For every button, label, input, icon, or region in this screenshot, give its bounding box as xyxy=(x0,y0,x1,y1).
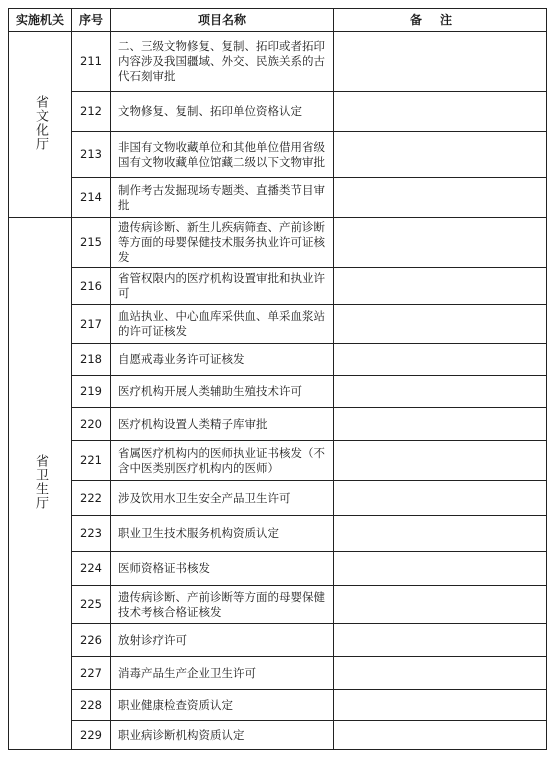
item-name: 放射诊疗许可 xyxy=(111,624,334,657)
table-row xyxy=(9,376,547,408)
item-number: 216 xyxy=(72,268,111,305)
item-name: 职业卫生技术服务机构资质认定 xyxy=(111,516,334,552)
item-name: 二、三级文物修复、复制、拓印或者拓印内容涉及我国疆域、外交、民族关系的古代石刻审批 xyxy=(111,32,334,92)
item-remark xyxy=(334,586,547,624)
header-num: 序号 xyxy=(72,9,111,32)
table-row xyxy=(9,441,547,481)
item-name: 文物修复、复制、拓印单位资格认定 xyxy=(111,92,334,132)
item-number: 221 xyxy=(72,441,111,481)
item-number: 229 xyxy=(72,721,111,750)
table-row xyxy=(9,305,547,344)
item-remark xyxy=(334,344,547,376)
item-number: 214 xyxy=(72,178,111,218)
org-label: 省卫生厅 xyxy=(33,453,48,510)
item-name: 遗传病诊断、新生儿疾病筛查、产前诊断等方面的母婴保健技术服务执业许可证核发 xyxy=(111,218,334,268)
item-name: 医师资格证书核发 xyxy=(111,552,334,586)
item-name: 消毒产品生产企业卫生许可 xyxy=(111,657,334,690)
item-name: 制作考古发掘现场专题类、直播类节目审批 xyxy=(111,178,334,218)
item-number: 213 xyxy=(72,132,111,178)
item-name: 省管权限内的医疗机构设置审批和执业许可 xyxy=(111,268,334,305)
item-number: 222 xyxy=(72,481,111,516)
table-row xyxy=(9,178,547,218)
table-row xyxy=(9,721,547,750)
item-number: 211 xyxy=(72,32,111,92)
header-name: 项目名称 xyxy=(111,9,334,32)
item-name: 自愿戒毒业务许可证核发 xyxy=(111,344,334,376)
table-row xyxy=(9,481,547,516)
table-row xyxy=(9,624,547,657)
item-number: 228 xyxy=(72,690,111,721)
item-name: 职业病诊断机构资质认定 xyxy=(111,721,334,750)
table-header-row xyxy=(9,9,547,32)
table-body xyxy=(9,32,547,750)
table-row xyxy=(9,690,547,721)
item-remark xyxy=(334,376,547,408)
item-remark xyxy=(334,721,547,750)
org-label: 省文化厅 xyxy=(33,94,48,151)
table-row xyxy=(9,268,547,305)
table-row xyxy=(9,218,547,268)
item-remark xyxy=(334,178,547,218)
header-org: 实施机关 xyxy=(9,9,72,32)
item-remark xyxy=(334,305,547,344)
table-row xyxy=(9,586,547,624)
item-number: 212 xyxy=(72,92,111,132)
item-number: 224 xyxy=(72,552,111,586)
header-remark: 备注 xyxy=(334,9,547,32)
item-remark xyxy=(334,441,547,481)
item-name: 遗传病诊断、产前诊断等方面的母婴保健技术考核合格证核发 xyxy=(111,586,334,624)
item-remark xyxy=(334,690,547,721)
item-number: 226 xyxy=(72,624,111,657)
item-name: 省属医疗机构内的医师执业证书核发（不含中医类别医疗机构内的医师） xyxy=(111,441,334,481)
document-sheet xyxy=(8,8,546,750)
table-row xyxy=(9,92,547,132)
item-remark xyxy=(334,516,547,552)
item-remark xyxy=(334,32,547,92)
item-number: 223 xyxy=(72,516,111,552)
item-number: 227 xyxy=(72,657,111,690)
item-name: 医疗机构开展人类辅助生殖技术许可 xyxy=(111,376,334,408)
item-name: 涉及饮用水卫生安全产品卫生许可 xyxy=(111,481,334,516)
table-row xyxy=(9,408,547,441)
table-row xyxy=(9,132,547,178)
item-remark xyxy=(334,552,547,586)
item-remark xyxy=(334,624,547,657)
table-row xyxy=(9,344,547,376)
item-name: 医疗机构设置人类精子库审批 xyxy=(111,408,334,441)
item-remark xyxy=(334,132,547,178)
item-remark xyxy=(334,657,547,690)
org-cell xyxy=(9,218,72,750)
table-row xyxy=(9,32,547,92)
item-number: 220 xyxy=(72,408,111,441)
table-row xyxy=(9,552,547,586)
item-number: 225 xyxy=(72,586,111,624)
org-cell xyxy=(9,32,72,218)
table-row xyxy=(9,657,547,690)
item-remark xyxy=(334,92,547,132)
item-remark xyxy=(334,481,547,516)
table-row xyxy=(9,516,547,552)
item-number: 218 xyxy=(72,344,111,376)
item-remark xyxy=(334,268,547,305)
item-name: 血站执业、中心血库采供血、单采血浆站的许可证核发 xyxy=(111,305,334,344)
item-remark xyxy=(334,408,547,441)
approval-items-table xyxy=(8,8,547,750)
item-name: 非国有文物收藏单位和其他单位借用省级国有文物收藏单位馆藏二级以下文物审批 xyxy=(111,132,334,178)
item-remark xyxy=(334,218,547,268)
item-number: 219 xyxy=(72,376,111,408)
item-number: 217 xyxy=(72,305,111,344)
item-name: 职业健康检查资质认定 xyxy=(111,690,334,721)
item-number: 215 xyxy=(72,218,111,268)
